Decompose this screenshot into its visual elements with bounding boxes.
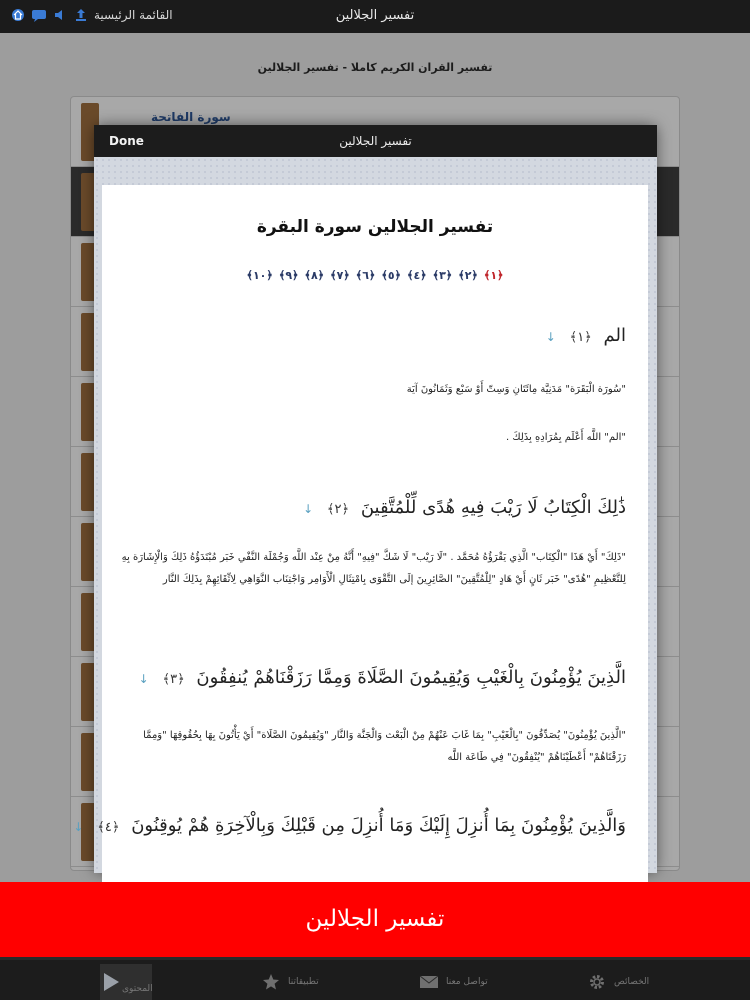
ayah-link[interactable]: ﴿٤﴾	[406, 269, 427, 282]
ayah-link[interactable]: ﴿٩﴾	[278, 269, 299, 282]
down-arrow-icon[interactable]: ↓	[545, 330, 556, 344]
book-caption: تفسير القران الكريم كاملا - تفسير الجلالين	[257, 61, 493, 74]
tab-settings[interactable]	[586, 964, 649, 1000]
tafsir-text: "ذَلِكَ" أَيْ هَذَا "الْكِتَاب" الَّذِي يَقْرَؤُهُ مُحَمَّد . "لَا رَيْب" لَا شَكَّ "فِيهِ" أَنَّهُ مِنْ عِنْد اللَّه وَجُمْلَة النَّفْي خَبَر مُبْتَدَؤُهُ ذَلِكَ وَالْإِشَارَة بِهِ لِلتَّعْظِيمِ "هُدًى" خَبَر ثَانٍ أَيْ هَادٍ "لِلْمُتَّقِينَ" الصَّائِرِينَ إلَى التَّقْوَى بِامْتِثَالِ الْأَوَامِر وَاجْتِنَاب النَّوَاهِي لِاتِّقَائِهِمْ بِذَلِكَ النَّار	[121, 552, 626, 585]
top-navigation-bar	[0, 0, 750, 33]
down-arrow-icon[interactable]: ↓	[138, 672, 149, 686]
bottom-tab-bar	[0, 957, 750, 1000]
verse-number: ﴿٣﴾	[162, 672, 185, 687]
verse-4	[73, 815, 626, 836]
verse-number: ﴿٢﴾	[326, 502, 350, 517]
tafsir-modal	[73, 125, 657, 873]
verse-text: الَّذِينَ يُؤْمِنُونَ بِالْغَيْبِ وَيُقِيمُونَ الصَّلَاةَ وَمِمَّا رَزَقْنَاهُمْ يُنفِقُونَ	[196, 667, 626, 688]
surah-name: سورة الفاتحة	[151, 110, 231, 124]
modal-title: تفسير الجلالين	[339, 134, 412, 148]
tab-label: الخصائص	[614, 977, 650, 987]
tab-label: تواصل معنا	[446, 977, 488, 987]
tafsir-text: "سُورَة الْبَقَرَة" مَدَنِيَّة مِائَتَانِ وَسِتّ أَوْ سَبْع وَثَمَانُونَ آيَة	[406, 384, 626, 395]
star-icon	[260, 971, 282, 993]
tafsir-text: "الَّذِينَ يُؤْمِنُونَ" يُصَدِّقُونَ "بِالْغَيْبِ" بِمَا غَابَ عَنْهُمْ مِنْ الْبَعْث وَالْجَنَّة وَالنَّار "وَيُقِيمُونَ الصَّلَاة" أَيْ يَأْتُونَ بِهَا بِحُقُوقِهَا "وَمِمَّا رَزَقْنَاهُمْ" أَعْطَيْنَاهُمْ "يُنْفِقُونَ" فِي طَاعَة اللَّه	[143, 730, 626, 763]
ayah-link[interactable]: ﴿٨﴾	[304, 269, 325, 282]
ayah-link[interactable]: ﴿١٠﴾	[246, 269, 273, 282]
app-banner[interactable]: تفسير الجلالين	[0, 882, 750, 957]
tafsir-page[interactable]	[73, 185, 648, 885]
modal-body[interactable]	[73, 157, 657, 873]
verse-number: ﴿١﴾	[569, 330, 592, 345]
down-arrow-icon[interactable]: ↓	[303, 502, 314, 516]
tab-label: المحتوى	[122, 984, 153, 994]
verse-2	[122, 497, 626, 518]
main-menu-label[interactable]: القائمة الرئيسية	[94, 8, 173, 22]
done-button[interactable]: Done	[109, 134, 144, 148]
mail-icon	[418, 971, 440, 993]
tab-label: تطبيقاتنا	[288, 977, 319, 987]
ayah-link[interactable]: ﴿٦﴾	[355, 269, 376, 282]
verse-number: ﴿٤﴾	[97, 820, 120, 835]
verse-text: الم	[603, 325, 626, 346]
verse-text: وَالَّذِينَ يُؤْمِنُونَ بِمَا أُنزِلَ إِلَيْكَ وَمَا أُنزِلَ مِن قَبْلِكَ وَبِالْآخِرَةِ هُمْ يُوقِنُونَ	[131, 815, 626, 836]
tab-our-apps[interactable]	[260, 964, 319, 1000]
ayah-link[interactable]: ﴿٧﴾	[330, 269, 350, 282]
tab-content[interactable]	[100, 964, 152, 1000]
ayah-link[interactable]: ﴿٣﴾	[432, 269, 453, 282]
ayah-navigation	[102, 269, 648, 282]
app-title: تفسير الجلالين	[335, 8, 415, 23]
down-arrow-icon[interactable]: ↓	[73, 820, 84, 834]
gear-icon	[586, 971, 608, 993]
tab-contact-us[interactable]	[418, 964, 488, 1000]
play-icon	[100, 971, 122, 993]
verse-1	[122, 325, 626, 346]
verse-text: ذَٰلِكَ الْكِتَابُ لَا رَيْبَ فِيهِ هُدًى لِّلْمُتَّقِينَ	[360, 497, 626, 518]
verse-3	[122, 667, 626, 688]
ayah-link[interactable]: ﴿٢﴾	[458, 269, 478, 282]
ayah-link[interactable]: ﴿١﴾	[483, 269, 504, 282]
tafsir-text: "الم" اللَّه أَعْلَم بِمُرَادِهِ بِذَلِكَ .	[505, 432, 626, 443]
page-title: تفسير الجلالين سورة البقرة	[256, 217, 494, 237]
ayah-link[interactable]: ﴿٥﴾	[381, 269, 401, 282]
modal-header	[94, 125, 657, 157]
